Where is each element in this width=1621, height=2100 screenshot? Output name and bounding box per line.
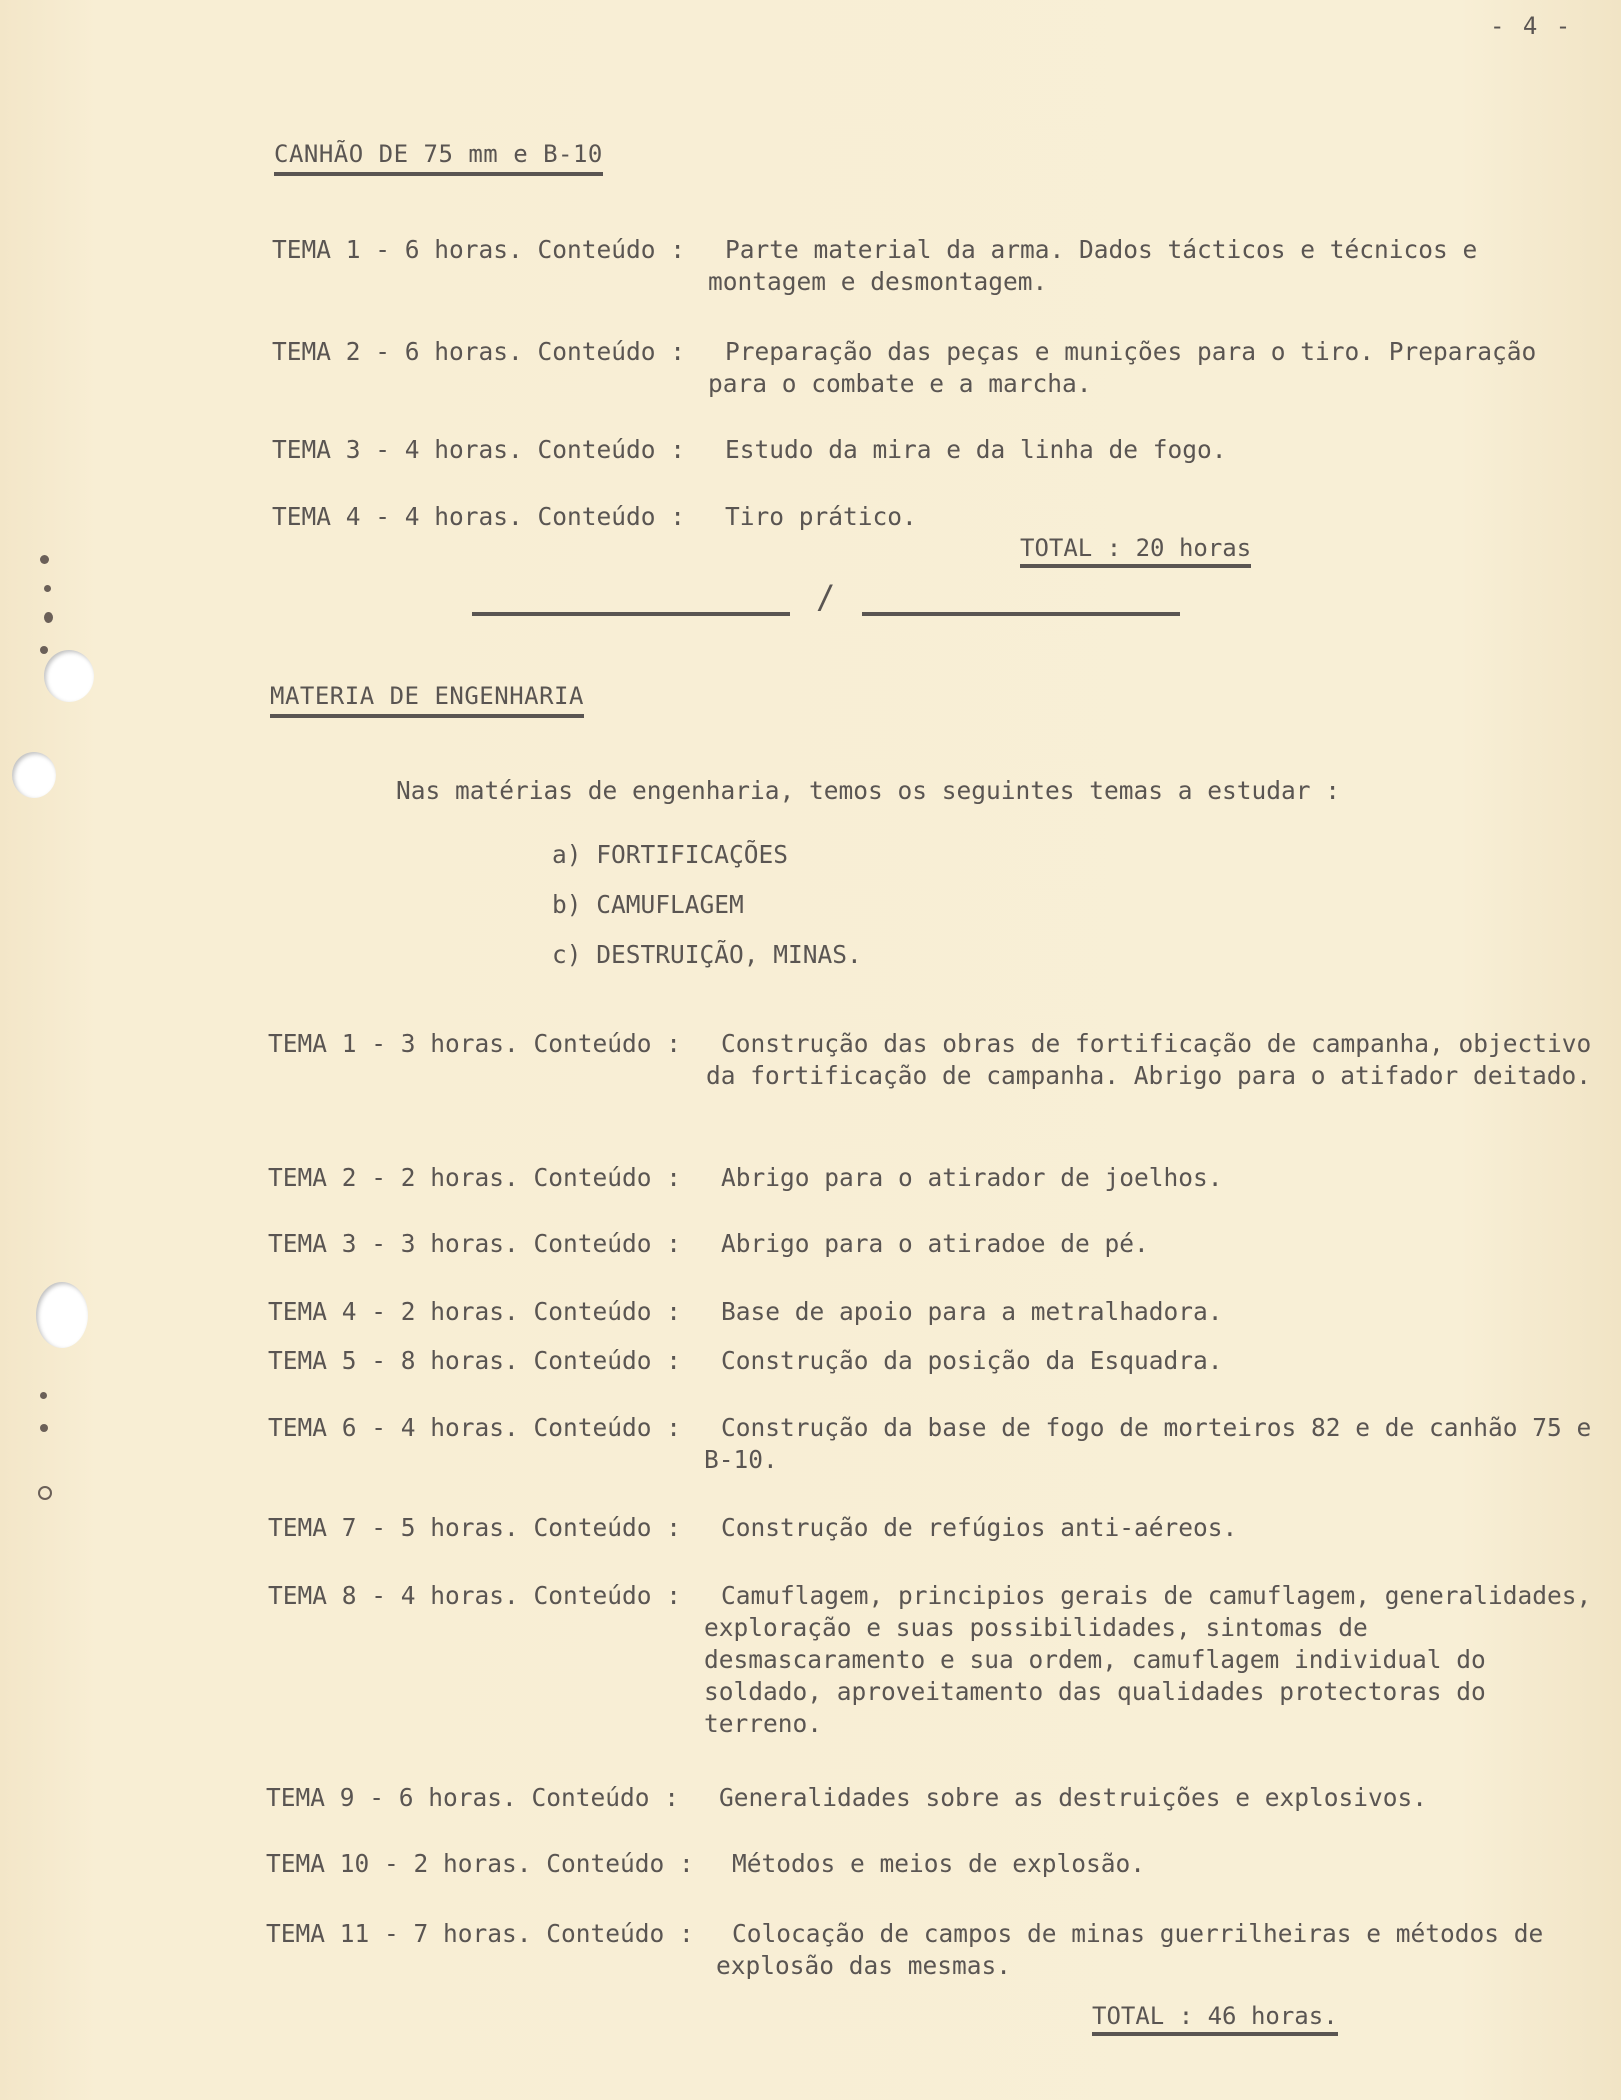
tema-description: Abrigo para o atirador de joelhos.: [721, 1163, 1223, 1192]
punch-hole: [44, 650, 94, 702]
section-heading-canhao: CANHÃO DE 75 mm e B-10: [274, 140, 603, 176]
section-heading-engenharia: MATERIA DE ENGENHARIA: [270, 682, 584, 718]
tema-description: Métodos e meios de explosão.: [732, 1849, 1146, 1878]
punch-hole: [12, 752, 56, 798]
topic-list-item: b) CAMUFLAGEM: [552, 890, 744, 919]
page-number: - 4 -: [1490, 12, 1573, 40]
tema-label: TEMA 11 - 7 horas. Conteúdo :: [266, 1919, 694, 1948]
tema-description: Construção da base de fogo de morteiros 82 e de canhão 75 e B-10.: [704, 1413, 1592, 1474]
ink-speck: [44, 612, 53, 623]
tema-description: Construção da posição da Esquadra.: [721, 1346, 1223, 1375]
separator-line-left: [472, 612, 790, 616]
tema-description: Generalidades sobre as destruições e explosivos.: [719, 1783, 1428, 1812]
tema-description: Estudo da mira e da linha de fogo.: [725, 435, 1227, 464]
tema-label: TEMA 3 - 3 horas. Conteúdo :: [268, 1229, 682, 1258]
topic-list-item: a) FORTIFICAÇÕES: [552, 840, 789, 869]
total-engenharia: TOTAL : 46 horas.: [1092, 2002, 1338, 2036]
topic-list-item: c) DESTRUIÇÃO, MINAS.: [552, 940, 862, 969]
ink-speck: [44, 585, 51, 592]
ink-speck: [40, 1392, 47, 1399]
tema-label: TEMA 2 - 6 horas. Conteúdo :: [272, 337, 686, 366]
tema-description: Colocação de campos de minas guerrilheiras e métodos de explosão das mesmas.: [716, 1919, 1544, 1980]
ink-speck: [40, 646, 48, 654]
tema-label: TEMA 9 - 6 horas. Conteúdo :: [266, 1783, 680, 1812]
total-canhao: TOTAL : 20 horas: [1020, 534, 1251, 568]
tema-description: Preparação das peças e munições para o tiro. Preparação para o combate e a marcha.: [708, 337, 1537, 398]
punch-hole: [36, 1282, 88, 1348]
tema-label: TEMA 7 - 5 horas. Conteúdo :: [268, 1513, 682, 1542]
ink-speck: [38, 1486, 52, 1500]
tema-label: TEMA 4 - 4 horas. Conteúdo :: [272, 502, 686, 531]
tema-label: TEMA 4 - 2 horas. Conteúdo :: [268, 1297, 682, 1326]
tema-description: Parte material da arma. Dados tácticos e técnicos e montagem e desmontagem.: [708, 235, 1478, 296]
tema-label: TEMA 2 - 2 horas. Conteúdo :: [268, 1163, 682, 1192]
tema-label: TEMA 10 - 2 horas. Conteúdo :: [266, 1849, 694, 1878]
tema-label: TEMA 1 - 6 horas. Conteúdo :: [272, 235, 686, 264]
tema-label: TEMA 5 - 8 horas. Conteúdo :: [268, 1346, 682, 1375]
tema-label: TEMA 3 - 4 horas. Conteúdo :: [272, 435, 686, 464]
tema-description: Base de apoio para a metralhadora.: [721, 1297, 1223, 1326]
tema-description: Camuflagem, principios gerais de camuflagem, generalidades, exploração e suas possibilidades, sintomas de desmascaramento e sua ordem, camuflagem individual do soldado, aproveitamento das qualidades protectoras do terreno.: [704, 1581, 1592, 1738]
tema-label: TEMA 1 - 3 horas. Conteúdo :: [268, 1029, 682, 1058]
separator-line-right: [862, 612, 1180, 616]
tema-label: TEMA 6 - 4 horas. Conteúdo :: [268, 1413, 682, 1442]
intro-paragraph: Nas matérias de engenharia, temos os seguintes temas a estudar :: [396, 776, 1341, 805]
tema-description: Abrigo para o atiradoe de pé.: [721, 1229, 1149, 1258]
ink-speck: [40, 555, 49, 564]
tema-label: TEMA 8 - 4 horas. Conteúdo :: [268, 1581, 682, 1610]
tema-description: Construção de refúgios anti-aéreos.: [721, 1513, 1238, 1542]
separator-slash: /: [816, 578, 836, 616]
ink-speck: [40, 1424, 48, 1432]
tema-description: Tiro prático.: [725, 502, 917, 531]
tema-description: Construção das obras de fortificação de campanha, objectivo da fortificação de campanha. Abrigo para o atifador deitado.: [706, 1029, 1592, 1090]
